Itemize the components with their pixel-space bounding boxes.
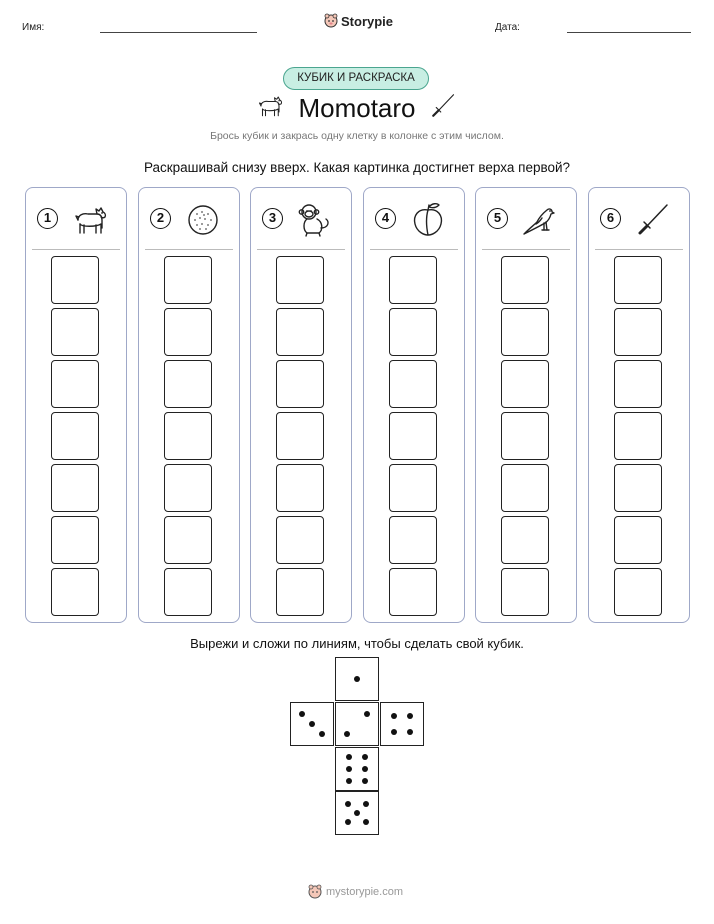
color-cell	[614, 516, 662, 564]
die-pip	[344, 731, 350, 737]
color-cell	[389, 256, 437, 304]
die-pip	[345, 819, 351, 825]
name-label: Имя:	[22, 22, 45, 33]
die-net	[290, 657, 426, 837]
column-number: 2	[150, 208, 171, 229]
color-cell	[389, 516, 437, 564]
die-face	[335, 702, 379, 746]
color-cell	[501, 516, 549, 564]
color-cell	[389, 308, 437, 356]
brand-name: Storypie	[341, 13, 394, 29]
die-pip	[407, 729, 413, 735]
date-label: Дата:	[495, 22, 520, 33]
color-cell	[614, 464, 662, 512]
column-5	[475, 187, 577, 623]
die-pip	[362, 754, 368, 760]
column-4	[363, 187, 465, 623]
column-3	[250, 187, 352, 623]
die-pip	[391, 713, 397, 719]
cut-instruction: Вырежи и сложи по линиям, чтобы сделать свой кубик.	[190, 636, 524, 651]
instruction: Раскрашивай снизу вверх. Какая картинка достигнет верха первой?	[143, 160, 571, 175]
color-cell	[389, 412, 437, 460]
color-cell	[614, 412, 662, 460]
color-cell	[389, 464, 437, 512]
color-cell	[389, 568, 437, 616]
die-pip	[346, 778, 352, 784]
color-cell	[51, 464, 99, 512]
color-cell	[276, 412, 324, 460]
page-title: Momotaro	[298, 93, 416, 123]
storypie-mascot-icon	[324, 13, 338, 29]
die-pip	[391, 729, 397, 735]
die-pip	[299, 711, 305, 717]
color-cell	[614, 308, 662, 356]
column-number: 6	[600, 208, 621, 229]
die-face	[335, 791, 379, 835]
die-pip	[346, 766, 352, 772]
sword-icon	[633, 200, 673, 240]
die-face	[380, 702, 424, 746]
die-face	[290, 702, 334, 746]
column-2	[138, 187, 240, 623]
subtitle: Брось кубик и закрась одну клетку в колонке с этим числом.	[210, 130, 504, 142]
color-cell	[614, 568, 662, 616]
millet-dumpling-icon	[183, 200, 223, 240]
color-cell	[164, 516, 212, 564]
die-pip	[319, 731, 325, 737]
die-pip	[362, 778, 368, 784]
color-cell	[276, 308, 324, 356]
color-cell	[389, 360, 437, 408]
dog-icon	[70, 200, 110, 240]
die-pip	[364, 711, 370, 717]
color-cell	[614, 360, 662, 408]
color-cell	[501, 568, 549, 616]
die-pip	[354, 810, 360, 816]
footer	[308, 884, 403, 900]
date-line	[567, 32, 691, 33]
color-cell	[501, 464, 549, 512]
die-pip	[309, 721, 315, 727]
color-cell	[51, 256, 99, 304]
die-pip	[362, 766, 368, 772]
footer-url: mystorypie.com	[326, 886, 404, 898]
die-face	[335, 657, 379, 701]
color-cell	[276, 360, 324, 408]
color-cell	[501, 360, 549, 408]
column-number: 5	[487, 208, 508, 229]
color-cell	[164, 360, 212, 408]
brand-logo	[324, 13, 393, 29]
monkey-icon	[295, 200, 335, 240]
storypie-mascot-icon	[308, 884, 322, 900]
color-cell	[51, 412, 99, 460]
color-cell	[164, 256, 212, 304]
column-number: 1	[37, 208, 58, 229]
die-pip	[363, 819, 369, 825]
die-pip	[407, 713, 413, 719]
color-cell	[614, 256, 662, 304]
column-6	[588, 187, 690, 623]
color-cell	[164, 464, 212, 512]
die-pip	[346, 754, 352, 760]
pheasant-icon	[520, 200, 560, 240]
die-face	[335, 747, 379, 791]
peach-icon	[408, 200, 448, 240]
color-cell	[51, 516, 99, 564]
column-1	[25, 187, 127, 623]
color-cell	[51, 568, 99, 616]
die-pip	[354, 676, 360, 682]
sword-icon	[428, 91, 458, 121]
color-cell	[164, 568, 212, 616]
color-cell	[501, 308, 549, 356]
color-cell	[164, 412, 212, 460]
color-cell	[51, 360, 99, 408]
color-cell	[276, 568, 324, 616]
name-line	[100, 32, 257, 33]
color-cell	[276, 464, 324, 512]
color-cell	[276, 256, 324, 304]
column-number: 3	[262, 208, 283, 229]
color-cell	[501, 412, 549, 460]
color-cell	[51, 308, 99, 356]
activity-tag: КУБИК И РАСКРАСКА	[283, 67, 429, 90]
color-cell	[276, 516, 324, 564]
die-pip	[363, 801, 369, 807]
die-pip	[345, 801, 351, 807]
color-cell	[501, 256, 549, 304]
color-cell	[164, 308, 212, 356]
column-number: 4	[375, 208, 396, 229]
